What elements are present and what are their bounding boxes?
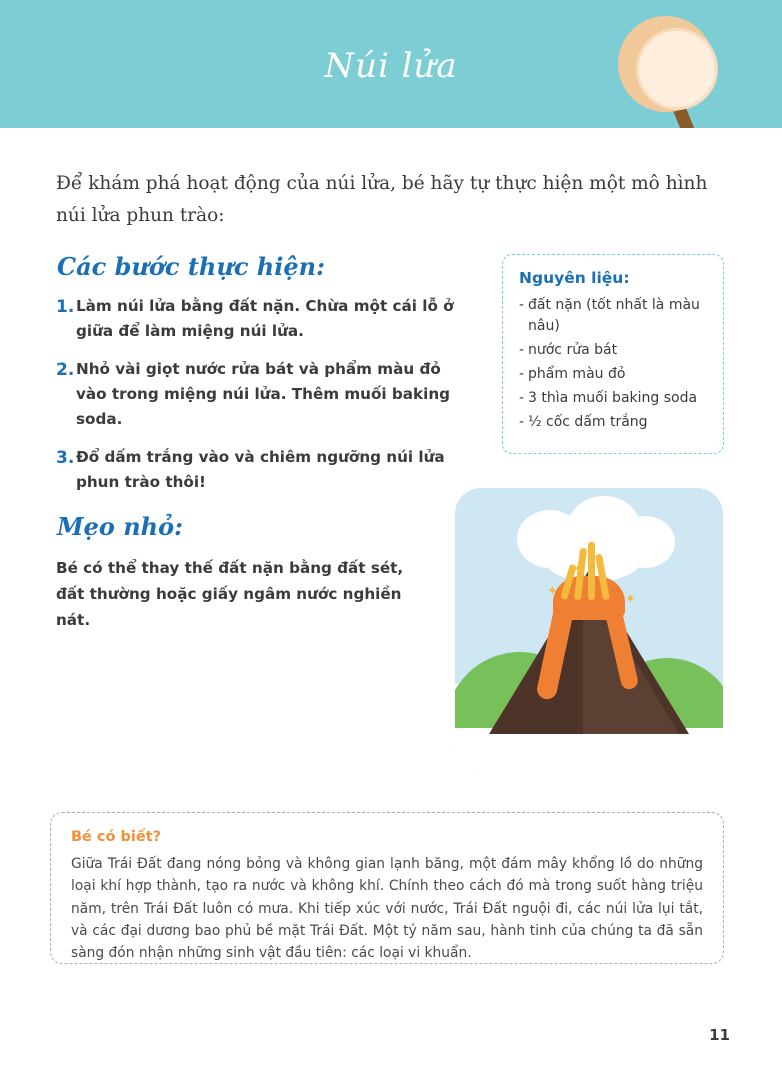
list-item: - đất nặn (tốt nhất là màu nâu) xyxy=(519,295,707,337)
list-item xyxy=(56,357,476,431)
spark-icon: ✦ xyxy=(547,584,558,599)
step-text: Đổ dấm trắng vào và chiêm ngưỡng núi lửa phun trào thôi! xyxy=(76,448,445,491)
step-text: Làm núi lửa bằng đất nặn. Chừa một cái lỗ ở giữa để làm miệng núi lửa. xyxy=(76,297,454,340)
list-item xyxy=(56,294,476,343)
step-number: 3. xyxy=(56,448,75,469)
list-item xyxy=(56,445,476,494)
did-you-know-title: Bé có biết? xyxy=(71,829,162,845)
magnifier-ring xyxy=(618,16,714,112)
step-text: Nhỏ vài giọt nước rửa bát và phẩm màu đỏ vào trong miệng núi lửa. Thêm muối baking soda. xyxy=(76,360,451,428)
did-you-know-box xyxy=(50,812,724,964)
steps-heading: Các bước thực hiện: xyxy=(57,252,325,281)
step-number: 1. xyxy=(56,297,75,317)
list-item: - 3 thìa muối baking soda xyxy=(519,388,707,409)
did-you-know-text: Giữa Trái Đất đang nóng bỏng và không gian lạnh băng, một đám mây khổng lồ do những loại khí hợp thành, tạo ra nước và không khí. Chính theo cách đó mà trong suốt hàng triệu năm, trên Trái Đất luôn có mưa. Khi tiếp xúc với nước, Trái Đất nguội đi, các núi lửa lụi tắt, và các đại dương bao phủ bề mặt Trái Đất. Một tỷ năm sau, hành tinh của chúng ta đã sẵn sàng đón nhận những sinh vật đầu tiên: các loại vi khuẩn. xyxy=(71,856,703,962)
magnifying-glass-icon xyxy=(610,14,730,128)
ingredients-box xyxy=(502,254,724,454)
magnifier-lens xyxy=(636,28,718,110)
eruption-jets xyxy=(563,540,615,600)
steps-list xyxy=(56,294,476,508)
erupting-volcano-illustration xyxy=(455,488,723,770)
tip-text: Bé có thể thay thế đất nặn bằng đất sét, đất thường hoặc giấy ngâm nước nghiền nát. xyxy=(56,559,404,629)
spark-icon: ✦ xyxy=(625,592,636,607)
page-header xyxy=(0,0,782,128)
list-item: - nước rửa bát xyxy=(519,340,707,361)
intro-paragraph: Để khám phá hoạt động của núi lửa, bé hãy tự thực hiện một mô hình núi lửa phun trào: xyxy=(56,173,708,227)
ingredients-title: Nguyên liệu: xyxy=(519,269,630,287)
tip-heading: Mẹo nhỏ: xyxy=(57,512,183,541)
list-item: - phẩm màu đỏ xyxy=(519,364,707,385)
spark-icon: ✦ xyxy=(573,562,584,577)
page-number: 11 xyxy=(709,1026,730,1044)
list-item: - ½ cốc dấm trắng xyxy=(519,412,707,433)
page-title: Núi lửa xyxy=(324,46,458,86)
step-number: 2. xyxy=(56,360,75,381)
